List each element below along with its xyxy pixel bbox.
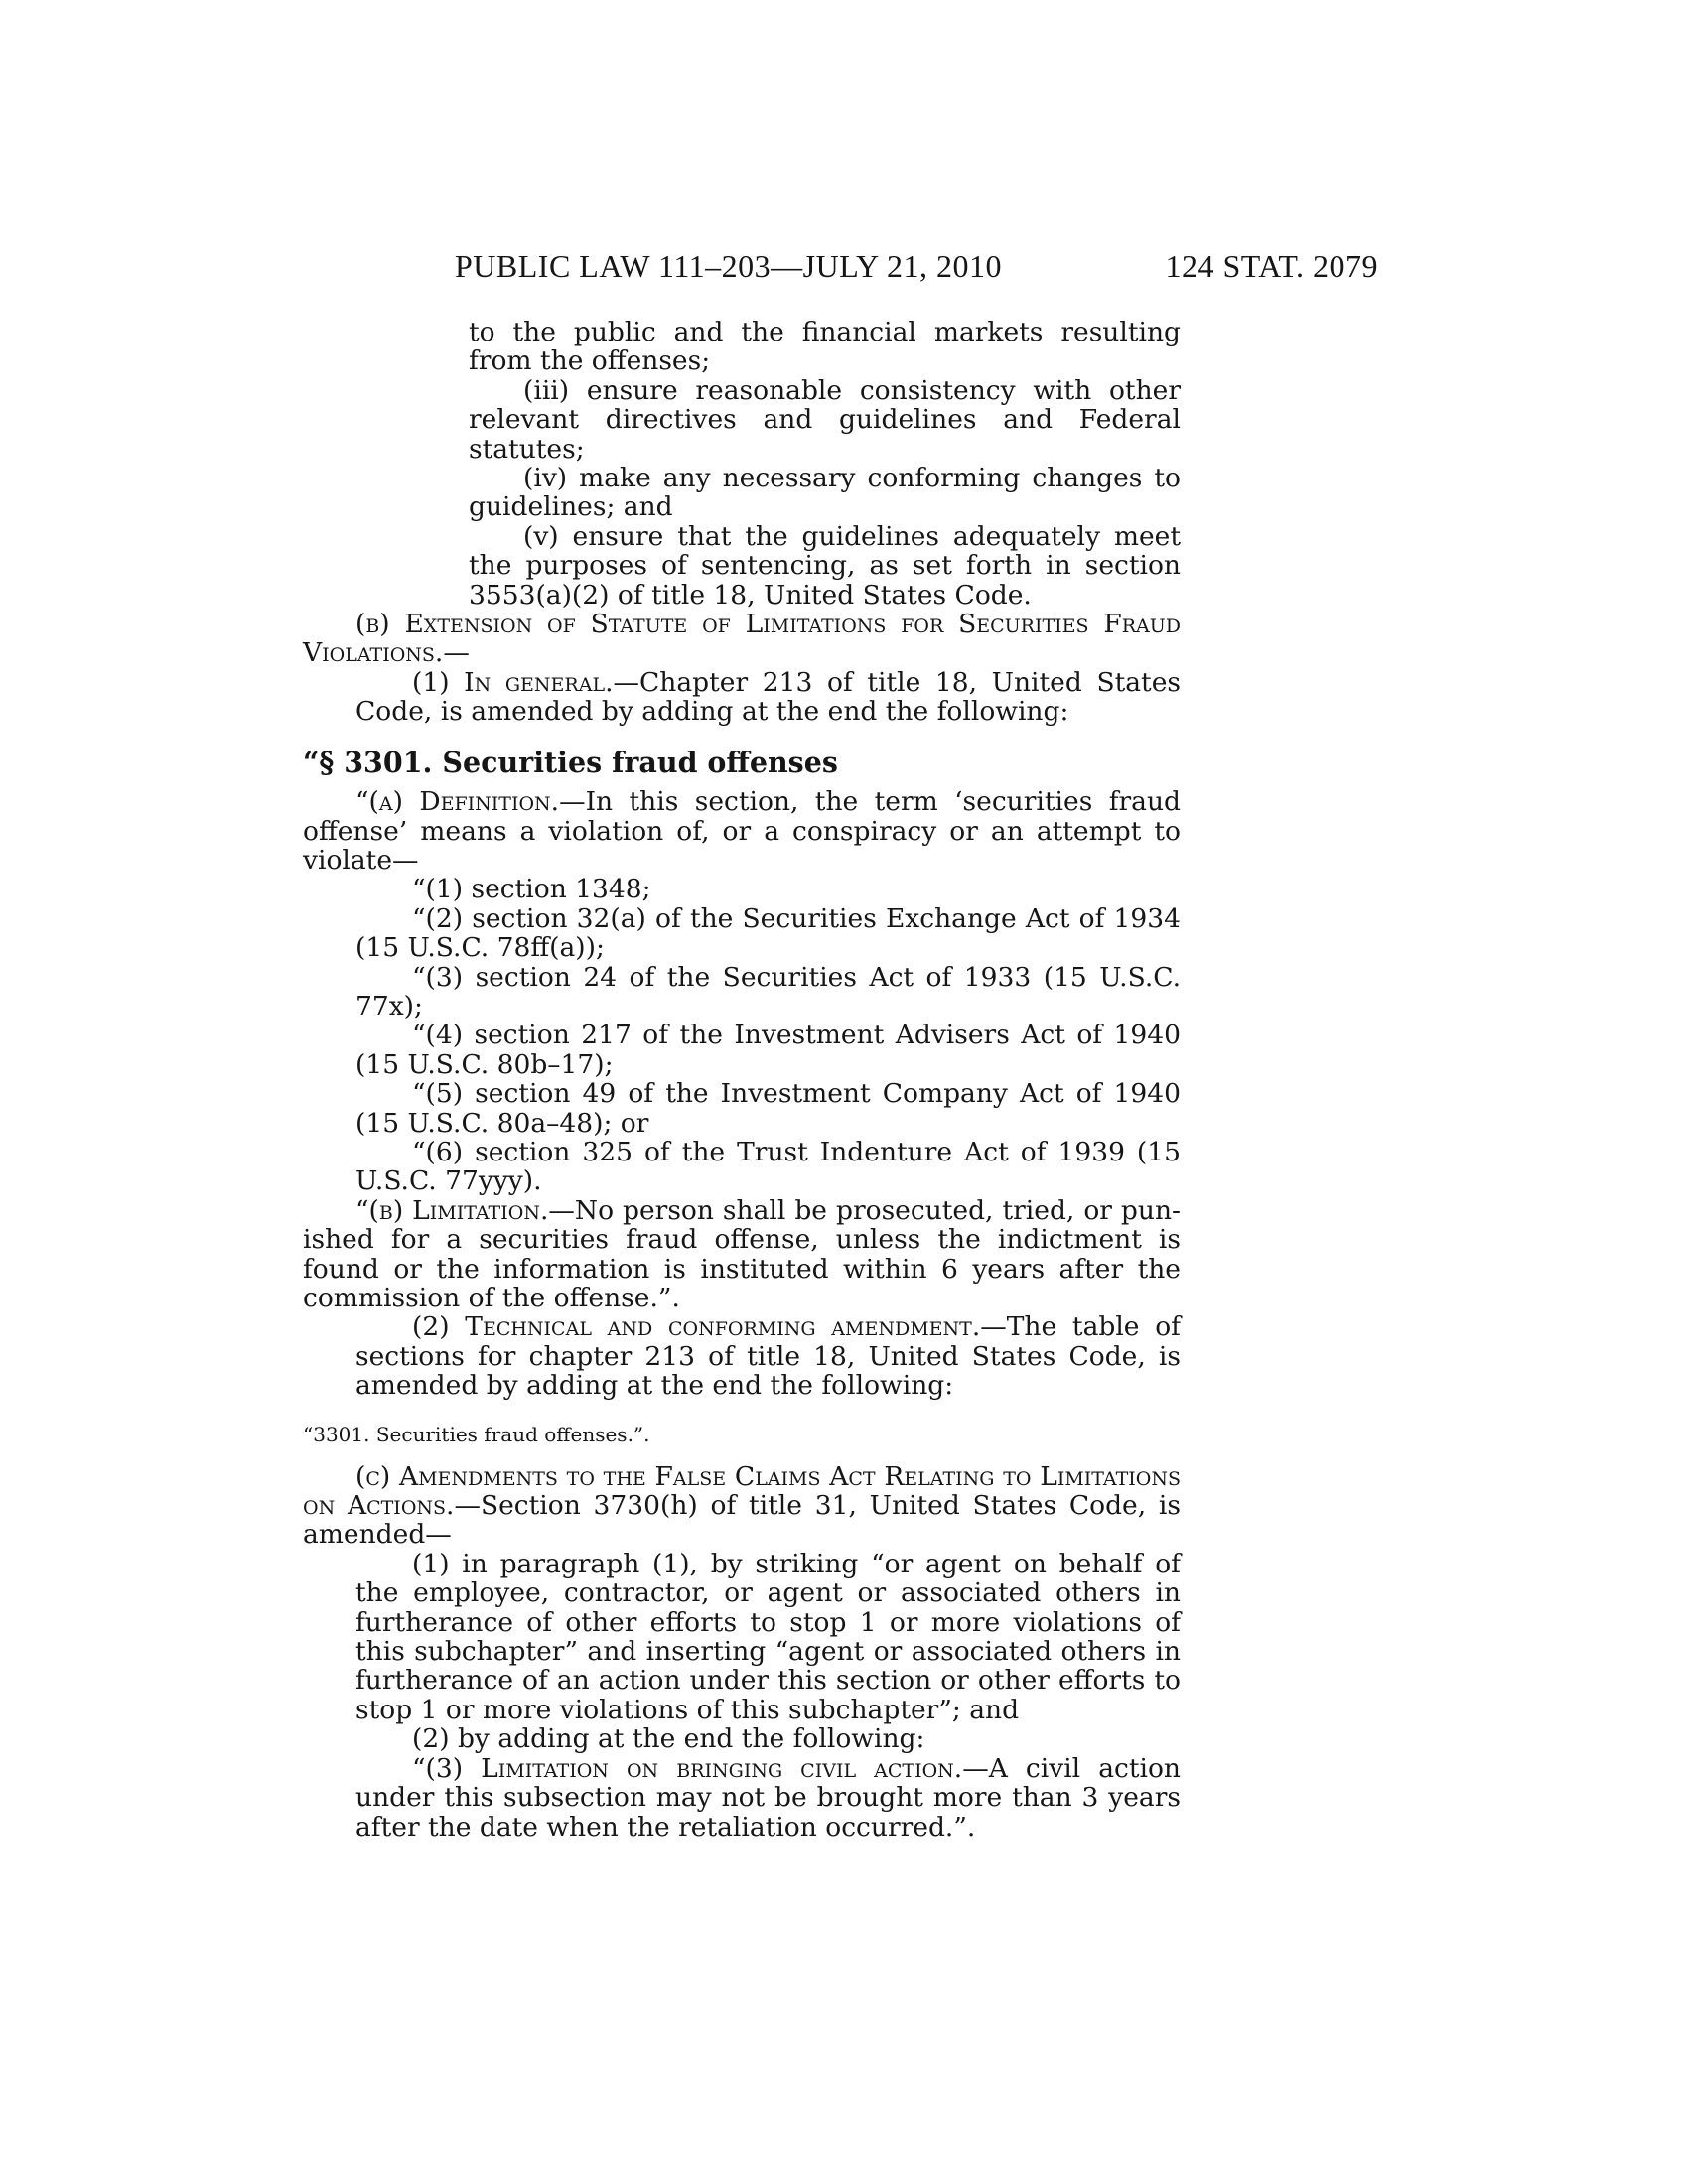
stat-citation: 124 STAT. 2079 [1165,248,1378,284]
paragraph-c1: (1) in paragraph (1), by striking “or agent on behalf of the employee, contractor, or agent or associated others in furtherance of other efforts to stop 1 or more violations of this subchapter” and inserting “agent or associated others in furtherance of an action under this section or other efforts to stop 1 or more violations of this subchapter”; and [355,1548,1181,1725]
table-of-sections-entry: “3301. Securities fraud offenses.”. [303,1422,650,1446]
definition-paragraph: “(a) Definition.—In this section, the term ‘securities fraud offense’ means a violation of, or a conspiracy or an attempt to violate— [303,786,1182,876]
subsection-b-heading: (b) Extension of Statute of Limitations for Securities Fraud Violations.— [303,609,1181,669]
document-body [303,318,1181,1842]
limitation-paragraph: “(b) Limitation.—No person shall be prosecuted, tried, or punished for a securities fraud offense, unless the indictment is found or the information is instituted within 6 years after the commission of the offense.”. [303,1194,1182,1313]
paragraph-c2: (2) by adding at the end the following: [412,1723,925,1755]
section-heading-3301: “§ 3301. Securities fraud offenses [303,745,838,779]
list-item: “(3) section 24 of the Securities Act of 1933 (15 U.S.C. 77x); [355,961,1181,1022]
paragraph-clause-iv: (iv) make any necessary conforming changes to guidelines; and [469,463,1181,523]
paragraph-c3: “(3) Limitation on bringing civil action.—A civil action under this subsection may not be brought more than 3 years after the date when the retaliation occurred.”. [355,1752,1181,1843]
running-head: PUBLIC LAW 111–203—JULY 21, 2010 [455,248,1002,284]
paragraph-clause-v: (v) ensure that the guidelines adequately meet the purposes of sentencing, as set forth in section 3553(a)(2) of title 18, United States Code. [469,520,1181,611]
paragraph-continuation: to the public and the financial markets resulting from the offenses; [469,317,1181,377]
paragraph-b1: (1) In general.—Chapter 213 of title 18, United States Code, is amended by adding at the end the following: [355,666,1181,728]
paragraph-clause-iii: (iii) ensure reasonable consistency with other relevant directives and guidelines and Federal statutes; [469,374,1181,465]
list-item: “(6) section 325 of the Trust Indenture Act of 1939 (15 U.S.C. 77yyy). [355,1136,1181,1197]
list-item: “(2) section 32(a) of the Securities Exchange Act of 1934 (15 U.S.C. 78ff(a)); [355,902,1181,964]
paragraph-b2: (2) Technical and conforming amendment.—The table of sections for chapter 213 of title 18, United States Code, is amended by adding at the end the following: [355,1311,1181,1402]
subsection-c: (c) Amendments to the False Claims Act Relating to Limitations on Actions.—Section 3730(h) of title 31, United States Code, is amended— [303,1460,1181,1551]
list-item: “(1) section 1348; [412,874,651,905]
list-item: “(5) section 49 of the Investment Company Act of 1940 (15 U.S.C. 80a–48); or [355,1078,1181,1139]
page-header [455,248,1378,288]
list-item: “(4) section 217 of the Investment Advisers Act of 1940 (15 U.S.C. 80b–17); [355,1020,1181,1080]
